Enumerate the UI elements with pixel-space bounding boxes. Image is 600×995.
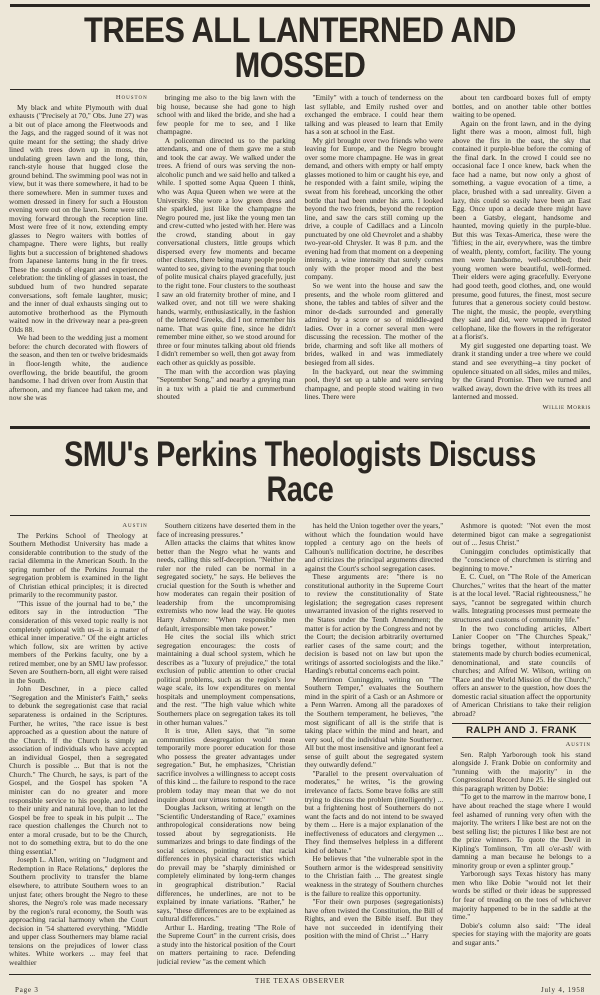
- paragraph: John Deschner, in a piece called "Segregation and the Minister's Faith," seeks to debunk the segregationist case that racial separateness is ordained in the Scriptures. Further, he writes, "the race issue is best approached as a question about the nature of the Church. If the Church is simply an association of individuals who have accepted an individual Gospel, then a segregated Church is possible ... But that is not the Church." The Church, he says, is part of the Gospel, and the Gospel has spoken "A minister can do no greater and more responsible service to his people, and indeed to their unity and natural love, than to let the Gospel be free to speak in his pulpit ... The race question challenges the Church not to enter a moral crusade, but to be the Church, not to do something extra, but to do the one thing essential.": [9, 684, 148, 856]
- paragraph: Southern citizens have deserted them in the face of increasing pressures.": [156, 522, 296, 539]
- paragraph: These arguments are: "there is no constitutional authority in the Supreme Court to review the constitutionality of State legislation; the segregation cases represent unwarranted invasion of the rights reserved to the States under the Tenth Amendment; the matter is for action by the Congress and not by the Court; the decision arbitrarily overturned earlier cases of the same court; and the decision is based not on law but upon the writings of assorted sociologists and the like." Harding's rebuttal concerns each point.: [304, 572, 444, 676]
- sidebar-subhead: RALPH AND J. FRANK: [452, 723, 591, 739]
- paragraph: Again on the front lawn, and in the dying light there was a moon, almost full, high above the firs in the east, the sky that contained it purple-blue before the coming of the final dark. In the crowd I could see no occasional face I once knew, back when the face had a name, but now only a ghost of something, a vague evocation of a time, a place, brushed with a sad unreality. Given a lazy, this could so easily have been an East Egg. Once upon a decade there might have been a Gatsby, elegant, handsome and haunted, moving quietly in the purple-blue. But this was Texas-America, these were the 'fifties; in the air, everywhere, was the timbre of wealth, plenty, comfort, facility. The young men were handsome, well-scrubbed; their young women were beautiful, well-formed. Their elders were aging gracefully. Everyone had good teeth, good clothes, and, one would presume, good futures, the finest, most secure futures that a generous society could bestow. The night, the music, the people, everything they said and did, were wrapped in frosted cellophane, like the flowers in the refrigerator at a florist's.: [452, 118, 591, 342]
- story2-rule: [10, 515, 590, 516]
- paragraph: My girl suggested one departing toast. We drank it standing under a tree where we could stand and see everything--a tiny pocket of opulence situated on all sides, miles and miles, by the Grand Promise. Then we turned and walked away, down the drive with its trees all lanterned and mossed.: [452, 340, 591, 402]
- paragraph: The Perkins School of Theology at Southern Methodist University has made a considerable contribution to the study of the racial dilemma in the American South. In the spring number of the Perkins Journal the segregation problem is examined in the light of Christian ethical principles; it is directed primarily to the recommunity pastor.: [9, 530, 148, 600]
- footer-page: Page 3: [15, 986, 39, 994]
- paragraph: In the backyard, out near the swimming pool, they'd set up a table and were serving champagne, and people stood waiting in two lines. There were: [304, 366, 444, 402]
- footer-row: [9, 986, 591, 995]
- story1-column-2: [157, 94, 296, 420]
- story1-column-4: [452, 94, 591, 420]
- page-footer: [9, 974, 591, 995]
- paragraph: Joseph L. Allen, writing on "Judgment and Redemption in Race Relations," deplores the Southern proclivity to transfer the blame elsewhere, to attribute Southern woes to an unjust fate; others brought the Negro to these shores, the Negro's role was made necessary by the region's rural economy, the South was approaching racial harmony when the Court decision in '54 shattered everything. "Middle and upper class Southerners may blame racial tensions on the prejudices of lower class whites. White workers ... may feel that wealthier: [9, 855, 148, 967]
- paragraph: "This issue of the journal had to be," the editors say in the introduction "The consideration of this vexed topic really is not completely optional with us--it is a matter of ethical inner imperative." Of the eight articles which follow, six are written by active members of the Perkins faculty, one by a retired member, one by an SMU law professor. Seven are Southern-born, all eight were raised in the South.: [9, 598, 148, 685]
- paragraph: E. C. Cuel, on "The Role of the American Churches," writes that the heart of the matter is at the local level. "Racial righteousness," he says, "cannot be segregated within church walls. Integrating processes must permeate the structures and customs of community life.": [452, 572, 591, 625]
- story1-column-1: [9, 94, 148, 420]
- paragraph: Merrimon Cuninggim, writing on "The Southern Temper," evaluates the Southern mind in the spirit of a Cash or an Ashmore or a Penn Warren. Among all the paradoxes of the Southern temperament, he believes, "the most significant of all is the strife that is taking place within the mind and heart, and very soul, of the individual white Southerner. All but the most insensitive and ignorant feel a sense of guilt about the segregated system they outwardly defend.": [304, 674, 444, 770]
- paragraph: Douglas Jackson, writing at length on the "Scientific Understanding of Race," examines anthropological considerations now being tossed about by segregationists. He summarizes and brings to date findings of the social sciences, pointing out that racial differences in physical characteristics which do prevail may be "sharply diminished or completely eliminated by long-term changes in geographical distribution." Racial differences, he underlines, are not to be explained by innate variations. "Rather," he says, "these differences are to be explained as cultural differences.": [156, 803, 296, 924]
- paragraph: Cuninggim concludes optimistically that the "conscience of churchmen is stirring and beginning to move.": [452, 546, 591, 573]
- paragraph: The man with the accordion was playing "September Song," and nearby a greying man in a tux with a plaid tie and cummerbund shouted: [156, 366, 296, 402]
- paragraph: My black and white Plymouth with dual exhausts ("Precisely at 70," Obs. June 27) was a bit out of place among the Fleetwoods and the Jags, and the ragged sound of it was not quite meant for the setting; the shady drive lined with trees down up in moss, the undulating green lawn and the long, thin, ranch-style house that hugged close the ground behind. The swimming pool was not in view, but it was there somewhere, it had to be there somewhere. Men in summer tuxes and women dressed in finery for such a Houston evening were out on the lawn. Some were still moving forward through the reception line. Most were free of it now, extending empty glasses to Negro waiters with bottles of champagne. There were lights, but really lights but a succession of brightened shadows from Japanese lanterns hung in the fir trees. These the sounds of elegant and experienced celebration: the tinkling of glasses in toast, the subdued hum of two hundred separate conversations, soft female laughter, music; and the inner of dual exhausts singing out to automotive brotherhood as the Plymouth waited now in the driveway near a pea-green Olds 88.: [9, 102, 148, 334]
- paragraph: bringing me also to the big lawn with the big house, because she had gone to high school with and liked the bride, and she had a few people for me to see, and I like champagne.: [156, 94, 296, 137]
- story1-body: [9, 94, 591, 420]
- story2-body: [9, 522, 591, 970]
- paragraph: "For their own purposes (segregationists) have often twisted the Constitution, the Bill of Rights, and even the Bible itself. But they have not succeeded in identifying their position with the mind of Christ ..." Harry: [304, 897, 444, 941]
- paragraph: It is true, Allen says, that "in some communities desegregation would mean temporarily more poorer education for those who possess the greater advantages under segregation." But, he emphasizes, "Christian sacrifice involves a willingness to accept costs of this kind ... the failure to respond to the race problem today may mean that we do not inquire about our virtues tomorrow.": [156, 726, 296, 804]
- story2-column-3: [305, 522, 444, 970]
- paragraph: Yarborough says Texas history has many men who like Dobie "would not let their words be stifled or their ideas be suppressed for fear of treading on the toes of whichever majority happened to be in the saddle at the time.": [452, 869, 591, 922]
- paragraph: He cites the social ills which strict segregation encourages: the costs of maintaining a dual school system, which he describes as a "luxury of prejudice," the total exclusion of public attention to other crucial political problems, such as the region's low wage scale, its low expenditures on mental hospitals and unemployment compensations, and the rest. "The high value which white Southerners place on segregation takes its toll in other human values.": [156, 632, 296, 727]
- paragraph: My girl brought over two friends who were leaving for Europe, and the Negro brought over some more champagne. He was in great demand, and others with empty or half empty glasses motioned to him or caught his eye, and he responded with a faint smile, wiping the sweat from his forehead, uncorking the other bottle that had been under his arm. I looked beyond the two friends, beyond the reception line, and saw the cars still coming up the drive, a couple of Cadillacs and a Lincoln punctuated by one old Chevrolet and a shabby two-year-old Chrysler. It was 8 p.m. and the evening had from that moment on a deepening intensity, a wine intensity that surely comes only with the proper mood and the best company.: [304, 135, 444, 282]
- story1-rule: [10, 89, 590, 90]
- paragraph: "To get to the marrow in the marrow bone, I have about reached the stage where I would feel ashamed of running very often with the majority. The writers I like best are not on the best selling list; the pictures I like best are not the prize winners. To quote the Devil in Kipling's Tomlinson, 'I'm all o'er-ash' with damning a man because he belongs to a minority group or even a splinter group.": [452, 792, 591, 870]
- story2-headline: SMU's Perkins Theologists Discuss Race: [64, 435, 536, 509]
- paragraph: A policeman directed us to the parking attendants, and one of them gave me a stub and took the car away. We walked under the trees. A friend of ours was serving the non-alcoholic punch and we said hello and talked a while. I spotted some Aqua Queen I think, who was Aqua Queen when we were at the University. She wore a low green dress and she sparkled, just like the champagne the Negro poured me, just like the young men tan and crew-cutted who jested with her. Here was the crowd, standing about in gay conversational clusters, little groups which dispersed every few moments and became other clusters, there being many people people wanted to see, giving to the evening that touch of polite musical chairs played gracefully, just to the right tone. Four clusters to the southeast I saw an old fraternity brother of mine, and I walked over, and not till we were shaking hands, warmly, enthusiastically, in the fashion of the lettered Greeks, did I not remember his name. That was quite fine, since he didn't remember mine either, so we stood around for three or four minutes talking about old friends I didn't remember so well, then got away from each other as quickly as possible.: [156, 135, 296, 367]
- paragraph: He believes that "the vulnerable spot in the Southern armor is the widespread sensitivity to the Christian faith ... The greatest single weakness in the strategy of Southern churches is the failure to realize this opportunity.: [304, 854, 444, 898]
- footer-paper-name: THE TEXAS OBSERVER: [255, 977, 345, 985]
- paragraph: Allen attacks the claims that whites know better than the Negro what he wants and needs, calling this self-deception. "Neither the ruler nor the ruled can be normal in a segregated society," he says. He believes the crucial question for the South is whether and how moderates can regain their position of leadership from the uncompromising extremists who now lead the way. He quotes Harry Ashmore: "When responsible men default, irresponsible men take power.": [156, 538, 296, 633]
- story2-top-rule: [10, 426, 590, 429]
- paragraph: has held the Union together over the years," without which the foundation would have toppled a century ago on the heels of Calhoun's nullification doctrine, he describes and criticizes the principal arguments directed against the Court's school segregation cases.: [304, 522, 444, 573]
- paragraph: "Parallel to the present overvaluation of moderates," he writes, "is the growing irrelevance of facts. Some brave folks are still trying to discuss the problem (intelligently) ... but a frightening host of Southerners do not want the facts and do not intend to be swayed by them ... Here is a major explanation of the ineffectiveness of educators and clergymen ... They find themselves helpless in a different kind of debate.": [304, 768, 444, 855]
- story1-dateline: Houston: [115, 94, 148, 101]
- story2-column-2: [157, 522, 296, 970]
- story1-headline: TREES ALL LANTERNED AND MOSSED: [84, 11, 516, 85]
- paragraph: about ten cardboard boxes full of empty bottles, and on another table other bottles waiting to be opened.: [452, 94, 591, 120]
- story2-column-1: [9, 522, 148, 970]
- story2-column-4: [452, 522, 591, 970]
- footer-date: July 4, 1958: [540, 986, 585, 994]
- paragraph: Sen. Ralph Yarborough took his stand alongside J. Frank Dobie on conformity and "running with the majority" in the Congressional Record June 25. He singled out this paragraph written by Dobie:: [452, 749, 591, 793]
- story2-dateline: Austin: [122, 522, 148, 529]
- story1-byline: Willie Morris: [542, 403, 591, 411]
- paragraph: In the two concluding articles, Albert Lanier Cooper on "The Churches Speak," brings together, without interpretation, statements made by church bodies ecumenical, denominational, and state councils of churches; and Alfred W. Wilson, writing on "Race and the World Mission of the Church," offers an answer to the question, how does the domestic racial situation affect the opportunity of American Christians to take their religion abroad?: [452, 623, 591, 719]
- paragraph: Dobie's column also said: "The ideal species for staying with the majority are goats and sugar ants.": [452, 920, 591, 947]
- top-rule: [10, 4, 590, 7]
- paragraph: So we went into the house and saw the presents, and the whole room glittered and shone, the tables and tables of silver and the minor de-dads surrounded and generally admired by a score or so of middle-aged ladies. Over in a corner several men were discussing the recession. The mother of the bride, charming and soft like all mothers of brides, walked in and was immediately besieged from all sides.: [304, 281, 444, 367]
- paragraph: Arthur L. Harding, treating "The Role of the Supreme Court" in the current crisis, does a study into the historical position of the Court on matters pertaining to race. Defending judicial review "as the cement which: [156, 922, 296, 966]
- story1-column-3: [305, 94, 444, 420]
- paragraph: We had been to the wedding just a moment before: the church decorated with flowers of the season, and then ten or twelve bridesmaids in floor-length white, the audience overflowing, the bride beautiful, the groom handsome. I had driven over from Austin that afternoon, and my fiancee had taken me, and now she was: [9, 333, 148, 403]
- paragraph: Ashmore is quoted: "Not even the most determined bigot can make a segregationist out of ... Jesus Christ.": [452, 522, 591, 548]
- paragraph: "Emily" with a touch of tenderness on the last syllable, and Emily rushed over and exchanged the embrace. I could hear them talking and was pleased to learn that Emily has a son at school in the East.: [304, 94, 444, 137]
- sidebar-dateline: Austin: [565, 741, 591, 749]
